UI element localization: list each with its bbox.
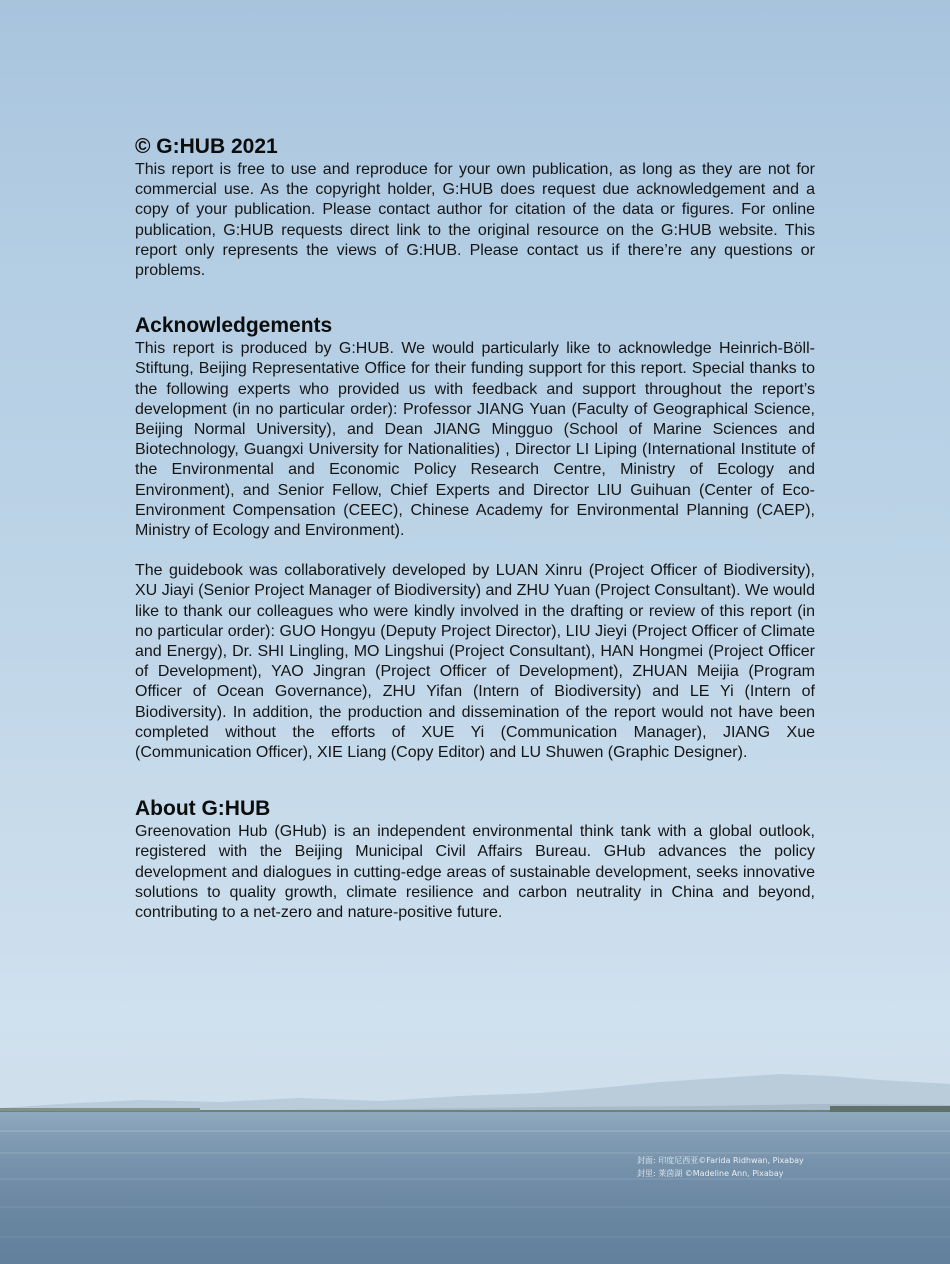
imprint-content <box>135 134 815 923</box>
cover-back-credit: 封里: 莱茵湖 ©Madeline Ann, Pixabay <box>637 1169 784 1178</box>
about-text: Greenovation Hub (GHub) is an independent environmental think tank with a global outlook, registered with the Beijing Municipal Civil Affairs Bureau. GHub advances the policy development and dialogues in cutting-edge areas of sustainable development, seeks innovative solutions to quality growth, climate resilience and carbon neutrality in China and beyond, contributing to a net-zero and nature-positive future. <box>135 823 815 922</box>
about-section <box>135 796 815 923</box>
lake-water <box>0 1112 950 1264</box>
acknowledgements-heading: Acknowledgements <box>135 314 333 338</box>
cover-front-credit: 封面: 印度尼西亚©Farida Ridhwan, Pixabay <box>637 1156 804 1165</box>
copyright-section <box>135 134 815 281</box>
acknowledgements-section <box>135 313 815 763</box>
copyright-heading: © G:HUB 2021 <box>135 135 278 158</box>
acknowledgements-paragraph-1: This report is produced by G:HUB. We would particularly like to acknowledge Heinrich-Böll-Stiftung, Beijing Representative Office for their funding support for this report. Special thanks to the following experts who provided us with feedback and support throughout the report’s development (in no particular order): Professor JIANG Yuan (Faculty of Geographical Science, Beijing Normal University), and Dean JIANG Mingguo (School of Marine Sciences and Biotechnology, Guangxi University for Nationalities) , Director LI Liping (International Institute of the Environmental and Economic Policy Research Centre, Ministry of Ecology and Environment), and Senior Fellow, Chief Experts and Director LIU Guihuan (Center of Eco-Environment Compensation (CEEC), Chinese Academy for Environmental Planning (CAEP), Ministry of Ecology and Environment). <box>135 340 815 540</box>
photo-credits <box>637 1154 804 1180</box>
acknowledgements-paragraph-2: The guidebook was collaboratively developed by LUAN Xinru (Project Officer of Biodiversity), XU Jiayi (Senior Project Manager of Biodiversity) and ZHU Yuan (Project Consultant). We would like to thank our colleagues who were kindly involved in the drafting or review of this report (in no particular order): GUO Hongyu (Deputy Project Director), LIU Jieyi (Project Officer of Climate and Energy), Dr. SHI Lingling, MO Lingshui (Project Consultant), HAN Hongmei (Project Officer of Development), YAO Jingran (Project Officer of Development), ZHUAN Meijia (Program Officer of Ocean Governance), ZHU Yifan (Intern of Biodiversity) and LE Yi (Intern of Biodiversity). In addition, the production and dissemination of the report would not have been completed without the efforts of XUE Yi (Communication Manager), JIANG Xue (Communication Officer), XIE Liang (Copy Editor) and LU Shuwen (Graphic Designer). <box>135 562 815 762</box>
copyright-text: This report is free to use and reproduce for your own publication, as long as they are not for commercial use. As the copyright holder, G:HUB does request due acknowledgement and a copy of your publication. Please contact author for citation of the data or figures. For online publication, G:HUB requests direct link to the original resource on the G:HUB website. This report only represents the views of G:HUB. Please contact us if there’re any questions or problems. <box>135 161 815 280</box>
about-heading: About G:HUB <box>135 797 271 821</box>
